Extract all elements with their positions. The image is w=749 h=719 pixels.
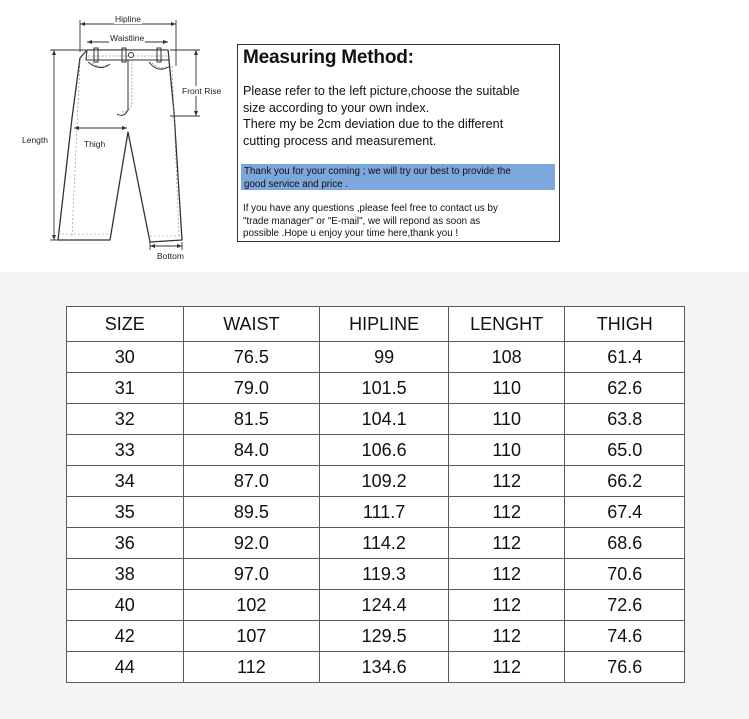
cell-hipline: 114.2 <box>320 528 449 559</box>
table-row <box>67 404 685 435</box>
thanks-line: good service and price . <box>244 178 349 190</box>
contact-line: If you have any questions ,please feel free to contact us by <box>243 203 498 214</box>
cell-size: 36 <box>67 528 184 559</box>
contact-note <box>243 203 498 241</box>
measuring-method-box <box>237 44 560 242</box>
thigh-label: Thigh <box>84 139 106 149</box>
header-thigh: THIGH <box>565 307 685 342</box>
instruction-line: Please refer to the left picture,choose the suitable <box>243 84 520 98</box>
header-hipline: HIPLINE <box>320 307 449 342</box>
cell-waist: 92.0 <box>183 528 320 559</box>
cell-size: 42 <box>67 621 184 652</box>
cell-waist: 84.0 <box>183 435 320 466</box>
table-row <box>67 373 685 404</box>
cell-waist: 112 <box>183 652 320 683</box>
cell-length: 112 <box>448 590 565 621</box>
size-table-body <box>67 342 685 683</box>
cell-hipline: 99 <box>320 342 449 373</box>
table-row <box>67 466 685 497</box>
cell-length: 112 <box>448 497 565 528</box>
cell-waist: 87.0 <box>183 466 320 497</box>
cell-size: 31 <box>67 373 184 404</box>
cell-length: 110 <box>448 404 565 435</box>
cell-size: 40 <box>67 590 184 621</box>
table-row <box>67 621 685 652</box>
cell-waist: 89.5 <box>183 497 320 528</box>
measuring-section <box>0 0 749 272</box>
header-size: SIZE <box>67 307 184 342</box>
cell-size: 34 <box>67 466 184 497</box>
table-row <box>67 590 685 621</box>
cell-length: 112 <box>448 652 565 683</box>
instruction-line: size according to your own index. <box>243 100 430 115</box>
cell-hipline: 129.5 <box>320 621 449 652</box>
cell-thigh: 67.4 <box>565 497 685 528</box>
cell-thigh: 76.6 <box>565 652 685 683</box>
cell-waist: 107 <box>183 621 320 652</box>
cell-hipline: 109.2 <box>320 466 449 497</box>
cell-hipline: 134.6 <box>320 652 449 683</box>
cell-hipline: 106.6 <box>320 435 449 466</box>
method-title: Measuring Method: <box>243 47 414 68</box>
waistline-label: Waistline <box>110 33 145 43</box>
cell-size: 35 <box>67 497 184 528</box>
cell-waist: 97.0 <box>183 559 320 590</box>
table-header-row <box>67 307 685 342</box>
contact-line: "trade manager" or "E-mail", we will repond as soon as <box>243 215 481 227</box>
cell-waist: 81.5 <box>183 404 320 435</box>
length-label: Length <box>22 135 48 145</box>
front-rise-label: Front Rise <box>182 86 222 96</box>
cell-length: 112 <box>448 466 565 497</box>
cell-thigh: 62.6 <box>565 373 685 404</box>
cell-thigh: 72.6 <box>565 590 685 621</box>
cell-hipline: 124.4 <box>320 590 449 621</box>
size-table <box>66 306 685 683</box>
cell-length: 108 <box>448 342 565 373</box>
cell-thigh: 74.6 <box>565 621 685 652</box>
cell-size: 44 <box>67 652 184 683</box>
cell-size: 32 <box>67 404 184 435</box>
cell-size: 33 <box>67 435 184 466</box>
cell-length: 110 <box>448 373 565 404</box>
cell-thigh: 65.0 <box>565 435 685 466</box>
cell-thigh: 66.2 <box>565 466 685 497</box>
instruction-line: cutting process and measurement. <box>243 133 437 148</box>
pants-diagram <box>0 0 235 268</box>
cell-waist: 79.0 <box>183 373 320 404</box>
cell-hipline: 101.5 <box>320 373 449 404</box>
cell-waist: 102 <box>183 590 320 621</box>
instruction-line: There my be 2cm deviation due to the different <box>243 117 504 131</box>
cell-length: 112 <box>448 559 565 590</box>
hipline-label: Hipline <box>115 14 141 24</box>
table-row <box>67 652 685 683</box>
table-row <box>67 435 685 466</box>
table-row <box>67 342 685 373</box>
cell-thigh: 63.8 <box>565 404 685 435</box>
cell-length: 112 <box>448 621 565 652</box>
cell-thigh: 70.6 <box>565 559 685 590</box>
table-row <box>67 559 685 590</box>
method-instructions <box>243 83 555 149</box>
cell-thigh: 61.4 <box>565 342 685 373</box>
cell-hipline: 119.3 <box>320 559 449 590</box>
cell-thigh: 68.6 <box>565 528 685 559</box>
cell-size: 30 <box>67 342 184 373</box>
cell-hipline: 111.7 <box>320 497 449 528</box>
contact-line: possible .Hope u enjoy your time here,thank you ! <box>243 228 459 239</box>
cell-length: 112 <box>448 528 565 559</box>
header-waist: WAIST <box>183 307 320 342</box>
bottom-label: Bottom <box>157 251 184 261</box>
header-length: LENGHT <box>448 307 565 342</box>
cell-length: 110 <box>448 435 565 466</box>
table-row <box>67 497 685 528</box>
cell-hipline: 104.1 <box>320 404 449 435</box>
thanks-highlight <box>241 164 555 190</box>
cell-size: 38 <box>67 559 184 590</box>
thanks-line: Thank you for your coming ; we will try our best to provide the <box>244 166 511 177</box>
table-row <box>67 528 685 559</box>
cell-waist: 76.5 <box>183 342 320 373</box>
